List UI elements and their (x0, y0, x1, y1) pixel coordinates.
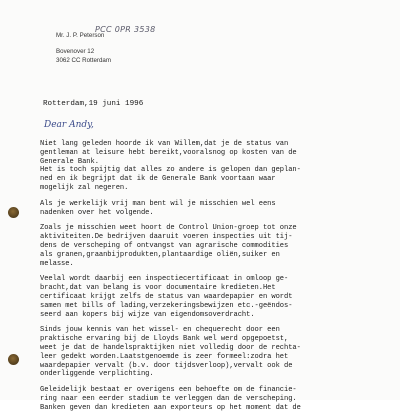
handwritten-salutation: Dear Andy, (44, 120, 94, 130)
text-line: gentleman at leisure hebt bereikt,vooralsnog op kosten van de (40, 148, 297, 157)
text-line: Zoals je misschien weet hoort de Control Union-groep tot onze (40, 224, 297, 233)
text-line: Als je werkelijk vrij man bent wil je misschien wel eens (40, 199, 276, 208)
text-line: seerd aan kopers bij wijze van eigendomsoverdracht. (40, 310, 255, 319)
body-paragraph (40, 275, 360, 319)
text-line: Generale Bank. (40, 157, 99, 166)
text-line: ring naar een eerder stadium te verleggen dan de verscheping. (40, 394, 297, 403)
text-line: bracht,dat van belang is voor documentaire kredieten.Het (40, 284, 276, 293)
sender-address (56, 31, 111, 65)
text-line: Banken geven dan kredieten aan exporteurs op het moment dat de (40, 403, 301, 412)
text-line: certificaat krijgt zelfs de status van waardepapier en wordt (40, 292, 293, 301)
text-line: samen met bills of lading,verzekeringsbewijzen etc.-geëndos- (40, 301, 293, 310)
text-line: Sinds jouw kennis van het wissel- en chequerecht door een (40, 326, 280, 335)
punch-hole-upper (8, 207, 19, 218)
text-line: ned en ik begrijpt dat ik de Generale Bank voortaan waar (40, 175, 276, 184)
text-line: als granen,graanbijprodukten,plantaardige oliën,suiker en (40, 250, 280, 259)
body-paragraph (40, 386, 360, 412)
body-paragraph (40, 140, 360, 193)
sender-city: 3062 CC Rotterdam (56, 57, 112, 64)
text-line: dens de verscheping of ontvangst van agrarische commodities (40, 241, 289, 250)
text-line: mogelijk zal negeren. (40, 183, 129, 192)
text-line: praktische ervaring bij de Lloyds Bank wel werd opgepoetst, (40, 335, 289, 344)
text-line: melasse. (40, 259, 74, 268)
body-paragraph (40, 326, 360, 379)
letter-date: Rotterdam,19 juni 1996 (43, 100, 144, 108)
letter-body (40, 140, 360, 420)
text-line: Veelal wordt daarbij een inspectiecertificaat in omloop ge- (40, 275, 289, 284)
text-line: Niet lang geleden hoorde ik van Willem,dat je de status van (40, 140, 289, 148)
body-paragraph (40, 200, 360, 218)
text-line: Het is toch spijtig dat alles zo andere is gelopen dan geplan- (40, 166, 301, 175)
text-line: Geleidelijk bestaat er overigens een behoefte om de financie- (40, 386, 297, 395)
text-line: weet je dat de handelspraktijken niet volledig door de rechta- (40, 343, 301, 352)
handwritten-reference-number: PCC 0PR 3538 (95, 25, 156, 34)
punch-hole-lower (8, 354, 19, 365)
text-line: onderliggende verplichting. (40, 370, 154, 379)
sender-name: Mr. J. P. Peterson (56, 32, 105, 39)
text-line: nadenken over het volgende. (40, 208, 154, 217)
text-line: aktiviteiten.De bedrijven daaruit voeren inspecties uit tij- (40, 233, 293, 242)
text-line: waardepapier vervalt (b.v. door tijdsverloop),vervalt ook de (40, 361, 293, 370)
body-paragraph (40, 224, 360, 268)
text-line: leer gedekt worden.Laatstgenoemde is zeer formeel:zodra het (40, 352, 289, 361)
sender-street: Bovenover 12 (56, 48, 95, 55)
